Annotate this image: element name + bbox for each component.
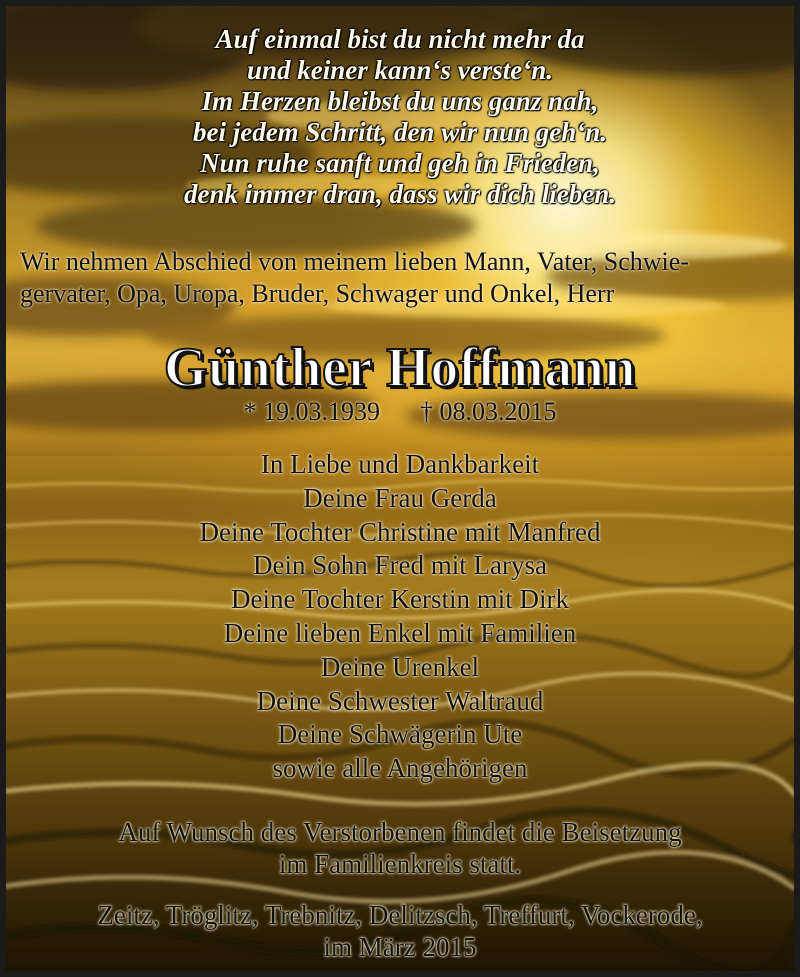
date-line: im März 2015 bbox=[323, 932, 477, 962]
mourner-line: Deine Frau Gerda bbox=[303, 482, 497, 513]
notice-text bbox=[6, 6, 794, 971]
poem-line: Nun ruhe sanft und geh in Frieden, bbox=[200, 148, 600, 178]
places-and-date bbox=[6, 899, 794, 963]
mourner-line: Dein Sohn Fred mit Larysa bbox=[253, 550, 547, 581]
poem-line: denk immer dran, dass wir dich lieben. bbox=[183, 179, 617, 209]
mourner-line: Deine Schwägerin Ute bbox=[277, 719, 523, 750]
death-date: † 08.03.2015 bbox=[420, 397, 557, 426]
mourner-line: Deine Schwester Waltraud bbox=[256, 685, 544, 716]
poem-line: Auf einmal bist du nicht mehr da bbox=[215, 24, 585, 54]
mourner-line: In Liebe und Dankbarkeit bbox=[260, 449, 540, 479]
mourner-line: sowie alle Angehörigen bbox=[272, 753, 528, 784]
mourner-line: Deine Tochter Christine mit Manfred bbox=[199, 516, 601, 547]
memorial-poem bbox=[6, 24, 794, 210]
intro-line: gervater, Opa, Uropa, Bruder, Schwager und Onkel, Herr bbox=[20, 279, 615, 308]
birth-date: * 19.03.1939 bbox=[243, 397, 380, 426]
life-dates bbox=[6, 396, 794, 428]
funeral-line: Auf Wunsch des Verstorbenen findet die Beisetzung bbox=[118, 817, 682, 847]
poem-line: und keiner kann‘s verste‘n. bbox=[246, 55, 554, 85]
funeral-line: im Familienkreis statt. bbox=[278, 849, 522, 879]
poem-line: bei jedem Schritt, den wir nun geh‘n. bbox=[192, 117, 608, 147]
funeral-note bbox=[6, 816, 794, 880]
mourner-line: Deine Tochter Kerstin mit Dirk bbox=[230, 584, 570, 615]
mourner-line: Deine lieben Enkel mit Familien bbox=[223, 617, 577, 648]
mourner-line: Deine Urenkel bbox=[320, 651, 480, 682]
deceased-name: Günther Hoffmann bbox=[163, 337, 637, 399]
intro-line: Wir nehmen Abschied von meinem lieben Mann, Vater, Schwie- bbox=[20, 247, 689, 276]
poem-line: Im Herzen bleibst du uns ganz nah, bbox=[201, 86, 599, 116]
places-line: Zeitz, Tröglitz, Trebnitz, Delitzsch, Treffurt, Vockerode, bbox=[97, 900, 703, 930]
farewell-intro bbox=[20, 246, 780, 310]
mourners-list bbox=[6, 448, 794, 786]
